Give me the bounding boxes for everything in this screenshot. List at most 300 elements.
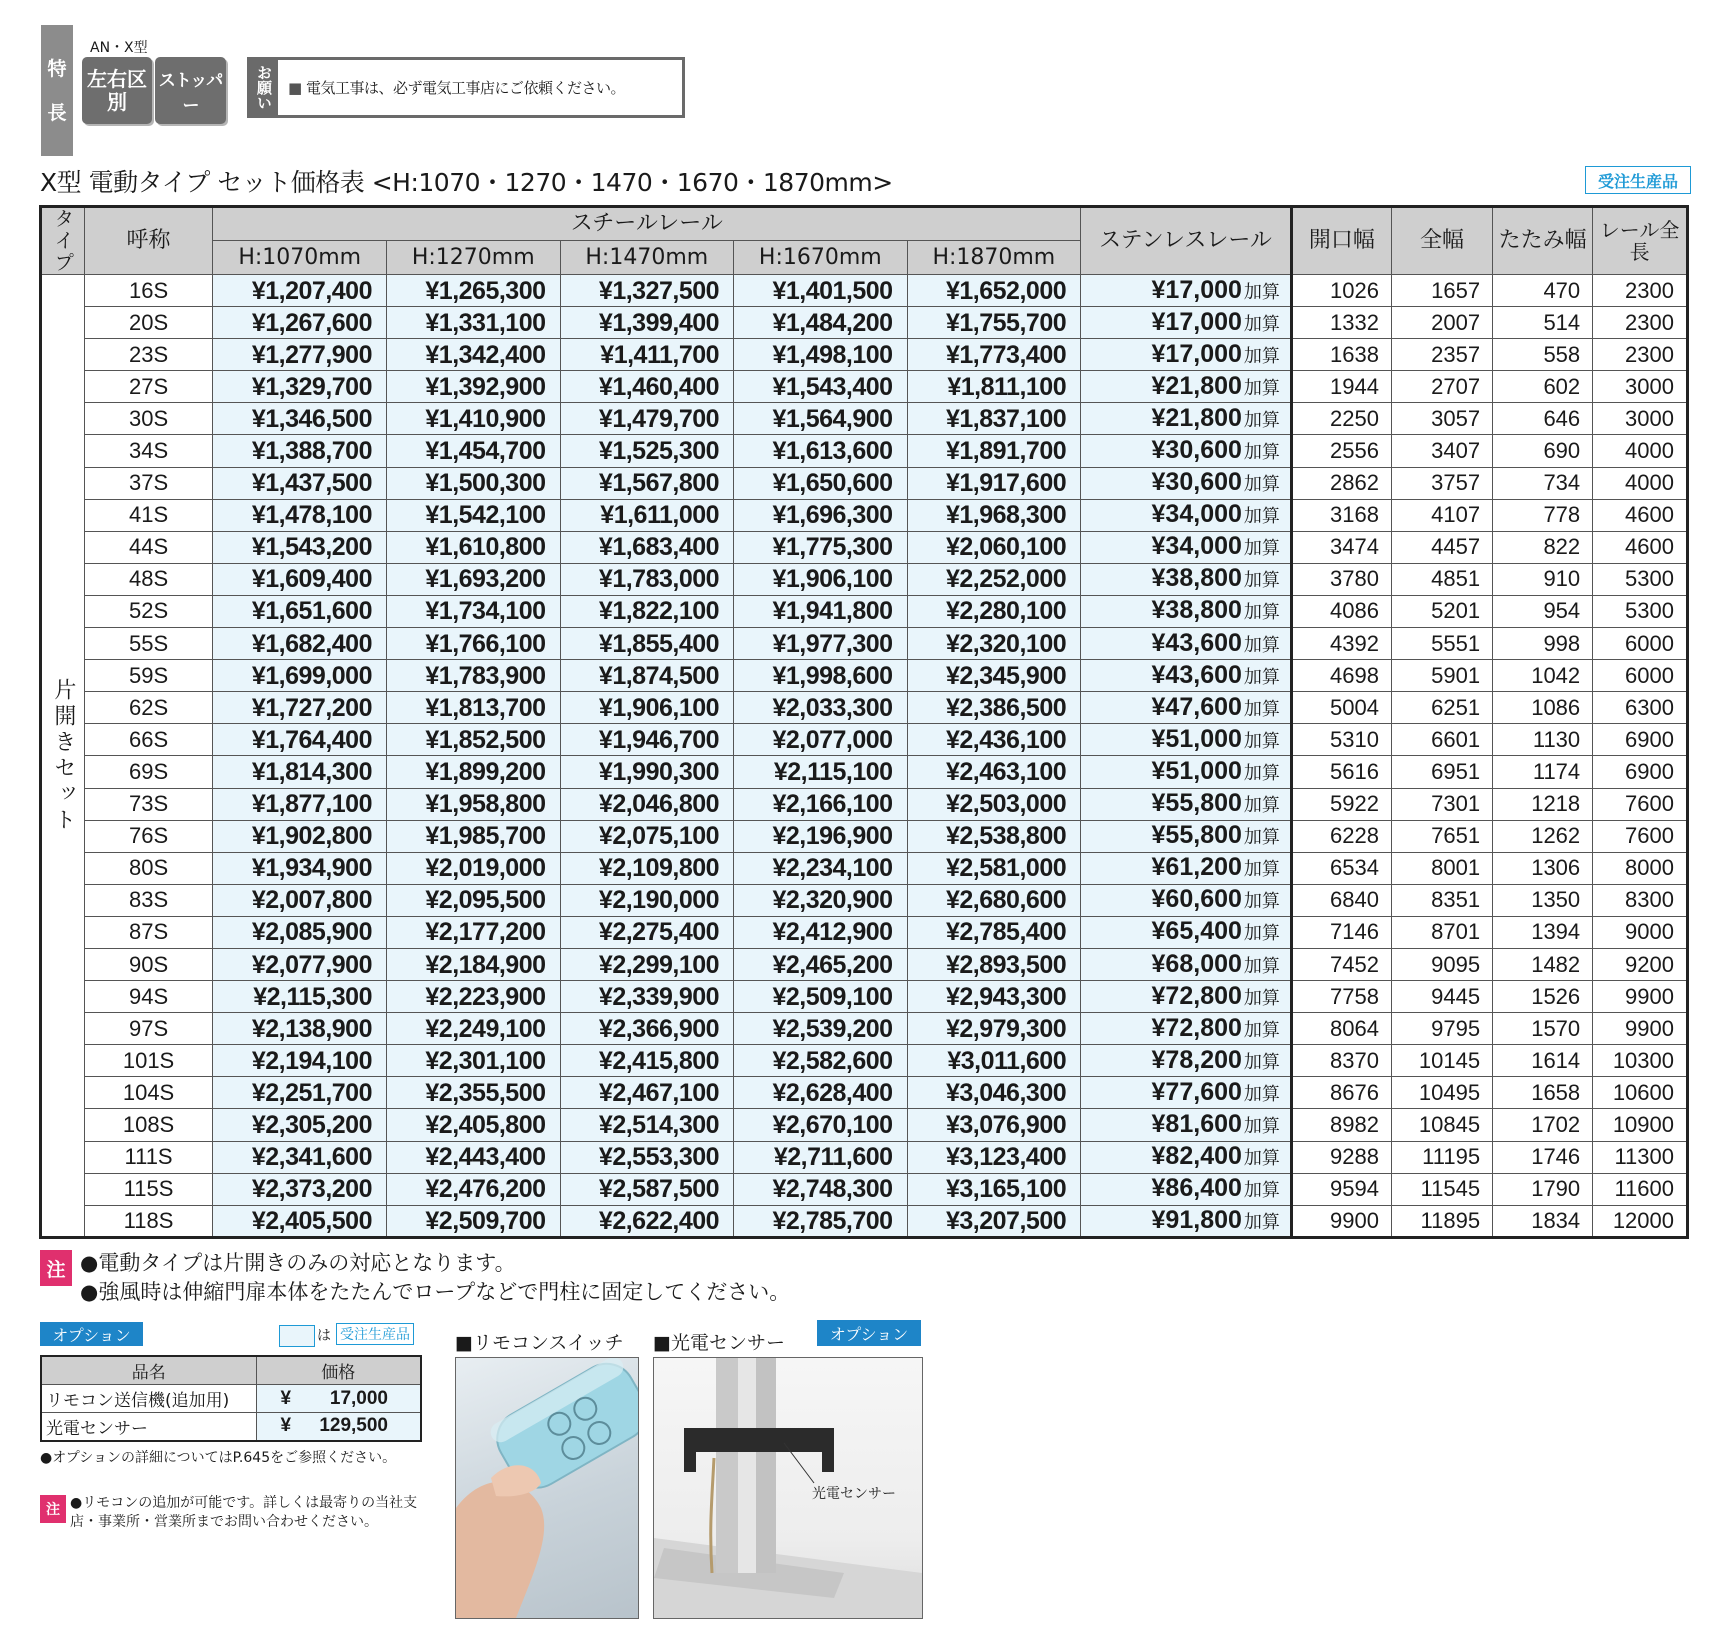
steel-rail-price: ¥3,207,500 <box>907 1205 1081 1237</box>
steel-rail-price: ¥2,019,000 <box>386 852 560 884</box>
row-name: 101S <box>84 1045 213 1077</box>
table-row <box>41 371 1688 403</box>
row-name: 87S <box>84 916 213 948</box>
table-row <box>41 628 1688 660</box>
folded-width: 1306 <box>1493 852 1593 884</box>
row-name: 59S <box>84 660 213 692</box>
table-row <box>41 1205 1688 1237</box>
total-width: 3057 <box>1391 403 1492 435</box>
steel-rail-price: ¥1,543,400 <box>734 371 908 403</box>
surcharge-amount: ¥38,800 <box>1151 596 1242 625</box>
surcharge-amount: ¥43,600 <box>1151 660 1242 689</box>
total-width: 6951 <box>1391 756 1492 788</box>
steel-rail-price: ¥2,252,000 <box>907 563 1081 595</box>
surcharge-amount: ¥86,400 <box>1151 1174 1242 1203</box>
opening-width: 7146 <box>1291 916 1391 948</box>
rail-length: 2300 <box>1593 307 1688 339</box>
surcharge-add-label: 加算 <box>1243 827 1280 848</box>
steel-rail-price: ¥2,538,800 <box>907 820 1081 852</box>
folded-width: 1570 <box>1493 1013 1593 1045</box>
steel-rail-price: ¥2,280,100 <box>907 595 1081 627</box>
opening-width: 8982 <box>1291 1109 1391 1141</box>
table-row <box>41 467 1688 499</box>
stainless-rail-surcharge <box>1081 948 1292 980</box>
option-header-price: 価格 <box>256 1356 421 1385</box>
stainless-rail-surcharge <box>1081 1077 1292 1109</box>
steel-rail-price: ¥2,115,300 <box>213 981 387 1013</box>
steel-rail-price: ¥2,345,900 <box>907 660 1081 692</box>
table-row <box>41 403 1688 435</box>
steel-rail-price: ¥2,115,100 <box>734 756 908 788</box>
steel-rail-price: ¥2,680,600 <box>907 884 1081 916</box>
rail-length: 4600 <box>1593 499 1688 531</box>
steel-rail-price: ¥2,249,100 <box>386 1013 560 1045</box>
steel-rail-price: ¥2,553,300 <box>560 1141 734 1173</box>
option-tag: オプション <box>40 1322 143 1346</box>
surcharge-add-label: 加算 <box>1243 698 1280 719</box>
features-subtitle: AN・X型 <box>90 40 148 56</box>
surcharge-amount: ¥65,400 <box>1151 917 1242 946</box>
steel-rail-price: ¥2,339,900 <box>560 981 734 1013</box>
steel-rail-price: ¥1,773,400 <box>907 339 1081 371</box>
total-width: 2007 <box>1391 307 1492 339</box>
steel-rail-price: ¥2,301,100 <box>386 1045 560 1077</box>
surcharge-amount: ¥17,000 <box>1151 339 1242 368</box>
features-tab-char-1: 特 <box>47 57 67 80</box>
header-height-1070: H:1070mm <box>213 241 387 275</box>
steel-rail-price: ¥2,587,500 <box>560 1173 734 1205</box>
table-row <box>41 788 1688 820</box>
steel-rail-price: ¥2,234,100 <box>734 852 908 884</box>
table-row <box>41 1045 1688 1077</box>
steel-rail-price: ¥2,341,600 <box>213 1141 387 1173</box>
surcharge-amount: ¥68,000 <box>1151 949 1242 978</box>
steel-rail-price: ¥2,893,500 <box>907 948 1081 980</box>
steel-rail-price: ¥1,734,100 <box>386 595 560 627</box>
folded-width: 558 <box>1493 339 1593 371</box>
surcharge-add-label: 加算 <box>1243 474 1280 495</box>
steel-rail-price: ¥2,196,900 <box>734 820 908 852</box>
surcharge-amount: ¥82,400 <box>1151 1142 1242 1171</box>
row-name: 83S <box>84 884 213 916</box>
stainless-rail-surcharge <box>1081 628 1292 660</box>
rail-length: 5300 <box>1593 563 1688 595</box>
surcharge-add-label: 加算 <box>1243 1115 1280 1136</box>
surcharge-amount: ¥47,600 <box>1151 692 1242 721</box>
table-row <box>41 1141 1688 1173</box>
rail-length: 7600 <box>1593 820 1688 852</box>
steel-rail-price: ¥2,095,500 <box>386 884 560 916</box>
option-item-price: ¥ 129,500 <box>256 1413 421 1441</box>
opening-width: 7758 <box>1291 981 1391 1013</box>
steel-rail-price: ¥1,855,400 <box>560 628 734 660</box>
steel-rail-price: ¥2,060,100 <box>907 531 1081 563</box>
surcharge-amount: ¥34,000 <box>1151 532 1242 561</box>
steel-rail-price: ¥3,046,300 <box>907 1077 1081 1109</box>
surcharge-amount: ¥21,800 <box>1151 371 1242 400</box>
stainless-rail-surcharge <box>1081 660 1292 692</box>
rail-length: 11600 <box>1593 1173 1688 1205</box>
steel-rail-price: ¥1,460,400 <box>560 371 734 403</box>
steel-rail-price: ¥1,946,700 <box>560 724 734 756</box>
total-width: 4457 <box>1391 531 1492 563</box>
made-to-order-badge: 受注生産品 <box>1585 166 1691 194</box>
type-cell: 片開きセット <box>41 275 85 1238</box>
surcharge-amount: ¥61,200 <box>1151 853 1242 882</box>
rail-length: 9000 <box>1593 916 1688 948</box>
surcharge-amount: ¥60,600 <box>1151 885 1242 914</box>
total-width: 11545 <box>1391 1173 1492 1205</box>
stainless-rail-surcharge <box>1081 692 1292 724</box>
surcharge-add-label: 加算 <box>1243 602 1280 623</box>
option-remote-note: ●リモコンの追加が可能です。詳しくは最寄りの当社支店・事業所・営業所までお問い合わせください。 <box>70 1495 418 1530</box>
steel-rail-price: ¥1,478,100 <box>213 499 387 531</box>
steel-rail-price: ¥3,123,400 <box>907 1141 1081 1173</box>
option-table <box>40 1355 422 1442</box>
steel-rail-price: ¥1,811,100 <box>907 371 1081 403</box>
steel-rail-price: ¥1,265,300 <box>386 275 560 307</box>
features-tab <box>41 25 73 156</box>
table-row <box>41 499 1688 531</box>
surcharge-amount: ¥51,000 <box>1151 756 1242 785</box>
steel-rail-price: ¥1,610,800 <box>386 531 560 563</box>
total-width: 2357 <box>1391 339 1492 371</box>
rail-length: 4000 <box>1593 467 1688 499</box>
surcharge-add-label: 加算 <box>1243 795 1280 816</box>
steel-rail-price: ¥1,693,200 <box>386 563 560 595</box>
steel-rail-price: ¥1,682,400 <box>213 628 387 660</box>
steel-rail-price: ¥1,958,800 <box>386 788 560 820</box>
steel-rail-price: ¥1,399,400 <box>560 307 734 339</box>
steel-rail-price: ¥3,011,600 <box>907 1045 1081 1077</box>
steel-rail-price: ¥1,543,200 <box>213 531 387 563</box>
note-line-1: ●電動タイプは片開きのみの対応となります。 <box>80 1251 516 1275</box>
row-name: 104S <box>84 1077 213 1109</box>
steel-rail-price: ¥1,783,900 <box>386 660 560 692</box>
surcharge-amount: ¥91,800 <box>1151 1205 1242 1234</box>
steel-rail-price: ¥1,891,700 <box>907 435 1081 467</box>
total-width: 6251 <box>1391 692 1492 724</box>
row-name: 44S <box>84 531 213 563</box>
legend-made-to-order: 受注生産品 <box>336 1323 414 1345</box>
folded-width: 470 <box>1493 275 1593 307</box>
steel-rail-price: ¥2,943,300 <box>907 981 1081 1013</box>
rail-length: 12000 <box>1593 1205 1688 1237</box>
rail-length: 8300 <box>1593 884 1688 916</box>
surcharge-amount: ¥51,000 <box>1151 724 1242 753</box>
row-name: 69S <box>84 756 213 788</box>
steel-rail-price: ¥2,463,100 <box>907 756 1081 788</box>
surcharge-add-label: 加算 <box>1243 634 1280 655</box>
rail-length: 6900 <box>1593 724 1688 756</box>
steel-rail-price: ¥2,305,200 <box>213 1109 387 1141</box>
row-name: 52S <box>84 595 213 627</box>
steel-rail-price: ¥1,990,300 <box>560 756 734 788</box>
opening-width: 9288 <box>1291 1141 1391 1173</box>
surcharge-amount: ¥72,800 <box>1151 981 1242 1010</box>
steel-rail-price: ¥1,877,100 <box>213 788 387 820</box>
sensor-option-tag: オプション <box>817 1320 921 1346</box>
table-row <box>41 275 1688 307</box>
rail-length: 5300 <box>1593 595 1688 627</box>
total-width: 10495 <box>1391 1077 1492 1109</box>
stainless-rail-surcharge <box>1081 275 1292 307</box>
stainless-rail-surcharge <box>1081 788 1292 820</box>
surcharge-add-label: 加算 <box>1243 570 1280 591</box>
row-name: 41S <box>84 499 213 531</box>
rail-length: 6000 <box>1593 628 1688 660</box>
opening-width: 5004 <box>1291 692 1391 724</box>
steel-rail-price: ¥1,968,300 <box>907 499 1081 531</box>
photo-sensor-photo <box>653 1357 923 1619</box>
opening-width: 6228 <box>1291 820 1391 852</box>
folded-width: 514 <box>1493 307 1593 339</box>
steel-rail-price: ¥2,194,100 <box>213 1045 387 1077</box>
steel-rail-price: ¥2,476,200 <box>386 1173 560 1205</box>
steel-rail-price: ¥2,386,500 <box>907 692 1081 724</box>
table-row <box>41 981 1688 1013</box>
stainless-rail-surcharge <box>1081 756 1292 788</box>
steel-rail-price: ¥1,500,300 <box>386 467 560 499</box>
option-row <box>41 1413 421 1441</box>
folded-width: 1174 <box>1493 756 1593 788</box>
remote-switch-label: ■ リモコンスイッチ <box>455 1328 624 1355</box>
surcharge-amount: ¥78,200 <box>1151 1045 1242 1074</box>
stainless-rail-surcharge <box>1081 820 1292 852</box>
total-width: 5551 <box>1391 628 1492 660</box>
steel-rail-price: ¥1,874,500 <box>560 660 734 692</box>
steel-rail-price: ¥1,388,700 <box>213 435 387 467</box>
steel-rail-price: ¥1,696,300 <box>734 499 908 531</box>
steel-rail-price: ¥1,564,900 <box>734 403 908 435</box>
header-steel-rail: スチールレール <box>213 207 1081 241</box>
header-height-1870: H:1870mm <box>907 241 1081 275</box>
opening-width: 5922 <box>1291 788 1391 820</box>
note-tag: 注 <box>40 1250 72 1286</box>
steel-rail-price: ¥1,611,000 <box>560 499 734 531</box>
total-width: 11895 <box>1391 1205 1492 1237</box>
steel-rail-price: ¥1,327,500 <box>560 275 734 307</box>
table-row <box>41 435 1688 467</box>
table-row <box>41 307 1688 339</box>
surcharge-add-label: 加算 <box>1243 762 1280 783</box>
steel-rail-price: ¥2,077,000 <box>734 724 908 756</box>
features-tab-char-2: 長 <box>47 101 67 124</box>
steel-rail-price: ¥1,567,800 <box>560 467 734 499</box>
surcharge-amount: ¥30,600 <box>1151 436 1242 465</box>
surcharge-add-label: 加算 <box>1243 1148 1280 1169</box>
total-width: 9095 <box>1391 948 1492 980</box>
made-to-order-legend-swatch <box>279 1325 315 1347</box>
steel-rail-price: ¥1,906,100 <box>560 692 734 724</box>
row-name: 90S <box>84 948 213 980</box>
steel-rail-price: ¥1,727,200 <box>213 692 387 724</box>
steel-rail-price: ¥2,412,900 <box>734 916 908 948</box>
total-width: 8701 <box>1391 916 1492 948</box>
steel-rail-price: ¥1,650,600 <box>734 467 908 499</box>
steel-rail-price: ¥1,813,700 <box>386 692 560 724</box>
folded-width: 1218 <box>1493 788 1593 820</box>
surcharge-amount: ¥17,000 <box>1151 275 1242 304</box>
folded-width: 1658 <box>1493 1077 1593 1109</box>
surcharge-amount: ¥81,600 <box>1151 1109 1242 1138</box>
rail-length: 7600 <box>1593 788 1688 820</box>
surcharge-add-label: 加算 <box>1243 506 1280 527</box>
option-item-price: ¥ 17,000 <box>256 1385 421 1413</box>
folded-width: 734 <box>1493 467 1593 499</box>
steel-rail-price: ¥1,775,300 <box>734 531 908 563</box>
steel-rail-price: ¥1,822,100 <box>560 595 734 627</box>
opening-width: 7452 <box>1291 948 1391 980</box>
opening-width: 4392 <box>1291 628 1391 660</box>
steel-rail-price: ¥2,166,100 <box>734 788 908 820</box>
surcharge-add-label: 加算 <box>1243 442 1280 463</box>
steel-rail-price: ¥1,902,800 <box>213 820 387 852</box>
opening-width: 2556 <box>1291 435 1391 467</box>
surcharge-amount: ¥55,800 <box>1151 789 1242 818</box>
steel-rail-price: ¥2,785,700 <box>734 1205 908 1237</box>
steel-rail-price: ¥1,331,100 <box>386 307 560 339</box>
request-text: ■ 電気工事は、必ず電気工事店にご依頼ください。 <box>288 77 625 98</box>
surcharge-amount: ¥17,000 <box>1151 307 1242 336</box>
table-row <box>41 724 1688 756</box>
steel-rail-price: ¥2,138,900 <box>213 1013 387 1045</box>
rail-length: 4000 <box>1593 435 1688 467</box>
opening-width: 3780 <box>1291 563 1391 595</box>
surcharge-add-label: 加算 <box>1243 1051 1280 1072</box>
steel-rail-price: ¥2,514,300 <box>560 1109 734 1141</box>
steel-rail-price: ¥1,899,200 <box>386 756 560 788</box>
steel-rail-price: ¥1,609,400 <box>213 563 387 595</box>
steel-rail-price: ¥1,613,600 <box>734 435 908 467</box>
stainless-rail-surcharge <box>1081 339 1292 371</box>
header-opening-width: 開口幅 <box>1291 207 1391 275</box>
folded-width: 822 <box>1493 531 1593 563</box>
steel-rail-price: ¥2,436,100 <box>907 724 1081 756</box>
steel-rail-price: ¥2,320,900 <box>734 884 908 916</box>
stainless-rail-surcharge <box>1081 435 1292 467</box>
total-width: 6601 <box>1391 724 1492 756</box>
stainless-rail-surcharge <box>1081 852 1292 884</box>
rail-length: 10600 <box>1593 1077 1688 1109</box>
row-name: 30S <box>84 403 213 435</box>
steel-rail-price: ¥1,766,100 <box>386 628 560 660</box>
header-folded-width: たたみ幅 <box>1493 207 1593 275</box>
table-row <box>41 1077 1688 1109</box>
steel-rail-price: ¥1,814,300 <box>213 756 387 788</box>
steel-rail-price: ¥2,033,300 <box>734 692 908 724</box>
steel-rail-price: ¥1,342,400 <box>386 339 560 371</box>
stainless-rail-surcharge <box>1081 531 1292 563</box>
surcharge-add-label: 加算 <box>1243 281 1280 302</box>
table-row <box>41 563 1688 595</box>
steel-rail-price: ¥1,977,300 <box>734 628 908 660</box>
surcharge-add-label: 加算 <box>1243 891 1280 912</box>
steel-rail-price: ¥1,207,400 <box>213 275 387 307</box>
folded-width: 1526 <box>1493 981 1593 1013</box>
steel-rail-price: ¥2,007,800 <box>213 884 387 916</box>
steel-rail-price: ¥2,582,600 <box>734 1045 908 1077</box>
table-row <box>41 948 1688 980</box>
surcharge-add-label: 加算 <box>1243 377 1280 398</box>
steel-rail-price: ¥1,346,500 <box>213 403 387 435</box>
steel-rail-price: ¥2,275,400 <box>560 916 734 948</box>
row-name: 48S <box>84 563 213 595</box>
rail-length: 11300 <box>1593 1141 1688 1173</box>
table-row <box>41 692 1688 724</box>
surcharge-add-label: 加算 <box>1243 666 1280 687</box>
folded-width: 1702 <box>1493 1109 1593 1141</box>
steel-rail-price: ¥2,046,800 <box>560 788 734 820</box>
folded-width: 1482 <box>1493 948 1593 980</box>
stopper-feature-chip: ストッパー <box>155 57 226 124</box>
steel-rail-price: ¥1,683,400 <box>560 531 734 563</box>
stainless-rail-surcharge <box>1081 884 1292 916</box>
steel-rail-price: ¥1,755,700 <box>907 307 1081 339</box>
steel-rail-price: ¥1,998,600 <box>734 660 908 692</box>
rail-length: 6000 <box>1593 660 1688 692</box>
folded-width: 954 <box>1493 595 1593 627</box>
opening-width: 9900 <box>1291 1205 1391 1237</box>
rail-length: 9200 <box>1593 948 1688 980</box>
rail-length: 8000 <box>1593 852 1688 884</box>
steel-rail-price: ¥2,711,600 <box>734 1141 908 1173</box>
surcharge-add-label: 加算 <box>1243 730 1280 751</box>
remote-switch-photo <box>455 1357 639 1619</box>
folded-width: 690 <box>1493 435 1593 467</box>
stainless-rail-surcharge <box>1081 563 1292 595</box>
surcharge-add-label: 加算 <box>1243 409 1280 430</box>
photo-sensor-label: ■ 光電センサー <box>653 1328 785 1355</box>
steel-rail-price: ¥1,985,700 <box>386 820 560 852</box>
opening-width: 2250 <box>1291 403 1391 435</box>
row-name: 27S <box>84 371 213 403</box>
stainless-rail-surcharge <box>1081 1205 1292 1237</box>
option-detail-note: ●オプションの詳細についてはP.645をご参照ください。 <box>40 1450 397 1466</box>
rail-length: 10300 <box>1593 1045 1688 1077</box>
folded-width: 1614 <box>1493 1045 1593 1077</box>
row-name: 118S <box>84 1205 213 1237</box>
stainless-rail-surcharge <box>1081 1013 1292 1045</box>
rail-length: 10900 <box>1593 1109 1688 1141</box>
surcharge-add-label: 加算 <box>1243 987 1280 1008</box>
steel-rail-price: ¥1,498,100 <box>734 339 908 371</box>
row-name: 80S <box>84 852 213 884</box>
header-rail-length: レール全長 <box>1593 207 1688 275</box>
folded-width: 646 <box>1493 403 1593 435</box>
steel-rail-price: ¥2,075,100 <box>560 820 734 852</box>
header-height-1270: H:1270mm <box>386 241 560 275</box>
left-right-feature-chip: 左右区別 <box>82 57 152 124</box>
folded-width: 1042 <box>1493 660 1593 692</box>
row-name: 97S <box>84 1013 213 1045</box>
steel-rail-price: ¥2,581,000 <box>907 852 1081 884</box>
opening-width: 1332 <box>1291 307 1391 339</box>
steel-rail-price: ¥1,437,500 <box>213 467 387 499</box>
steel-rail-price: ¥2,748,300 <box>734 1173 908 1205</box>
row-name: 16S <box>84 275 213 307</box>
steel-rail-price: ¥1,917,600 <box>907 467 1081 499</box>
rail-length: 2300 <box>1593 275 1688 307</box>
row-name: 23S <box>84 339 213 371</box>
total-width: 2707 <box>1391 371 1492 403</box>
table-row <box>41 916 1688 948</box>
request-label: お願い <box>250 60 278 115</box>
surcharge-amount: ¥30,600 <box>1151 468 1242 497</box>
rail-length: 6300 <box>1593 692 1688 724</box>
steel-rail-price: ¥2,320,100 <box>907 628 1081 660</box>
folded-width: 1350 <box>1493 884 1593 916</box>
